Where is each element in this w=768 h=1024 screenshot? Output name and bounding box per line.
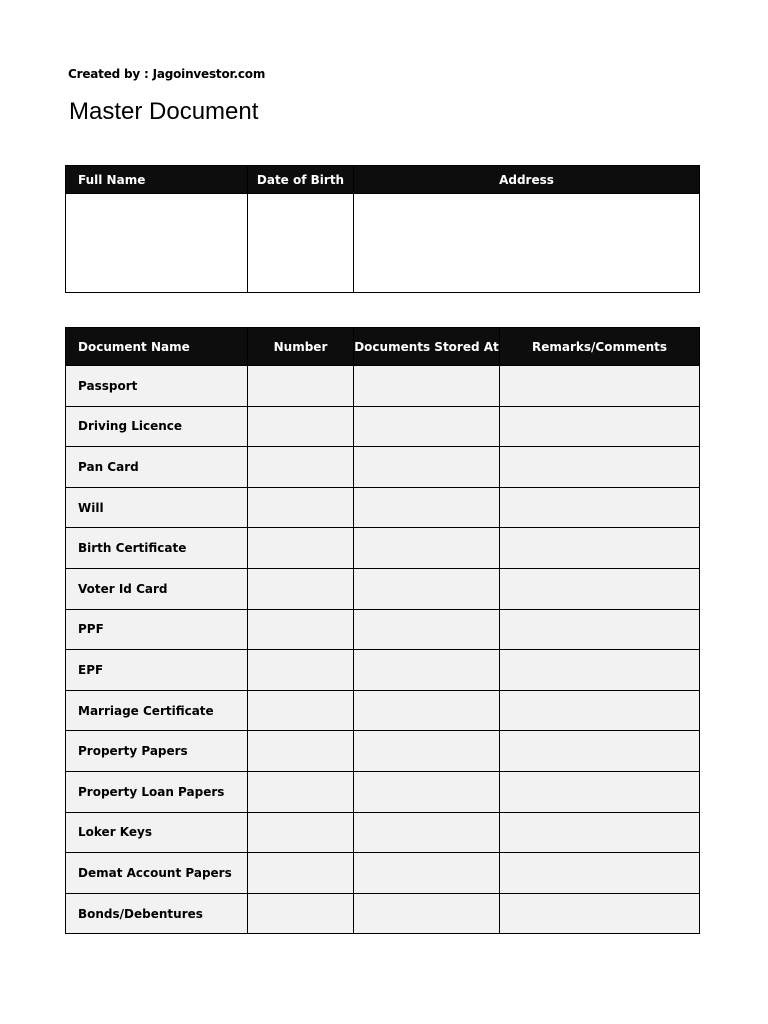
remarks-cell[interactable]	[500, 731, 700, 772]
number-cell[interactable]	[248, 406, 354, 447]
remarks-cell[interactable]	[500, 690, 700, 731]
number-cell[interactable]	[248, 609, 354, 650]
number-cell[interactable]	[248, 650, 354, 691]
table-row	[66, 731, 700, 772]
document-name-cell: Voter Id Card	[66, 568, 248, 609]
table-row	[66, 893, 700, 934]
document-name-cell: Driving Licence	[66, 406, 248, 447]
number-cell[interactable]	[248, 690, 354, 731]
created-by-text: Created by : Jagoinvestor.com	[68, 67, 266, 81]
stored-at-cell[interactable]	[354, 812, 500, 853]
remarks-cell[interactable]	[500, 853, 700, 894]
stored-at-cell[interactable]	[354, 690, 500, 731]
remarks-cell[interactable]	[500, 650, 700, 691]
remarks-cell[interactable]	[500, 366, 700, 407]
documents-header-row	[66, 328, 700, 366]
table-row	[66, 528, 700, 569]
table-row	[66, 447, 700, 488]
table-row	[66, 771, 700, 812]
table-row	[66, 650, 700, 691]
number-cell[interactable]	[248, 447, 354, 488]
column-header-date-of-birth: Date of Birth	[248, 166, 354, 194]
remarks-cell[interactable]	[500, 771, 700, 812]
number-cell[interactable]	[248, 731, 354, 772]
table-row	[66, 487, 700, 528]
document-name-cell: EPF	[66, 650, 248, 691]
info-row	[66, 194, 700, 293]
stored-at-cell[interactable]	[354, 893, 500, 934]
column-header-address: Address	[354, 166, 700, 194]
document-name-cell: PPF	[66, 609, 248, 650]
column-header-remarks: Remarks/Comments	[500, 328, 700, 366]
stored-at-cell[interactable]	[354, 853, 500, 894]
document-name-cell: Passport	[66, 366, 248, 407]
remarks-cell[interactable]	[500, 893, 700, 934]
column-header-full-name: Full Name	[66, 166, 248, 194]
remarks-cell[interactable]	[500, 609, 700, 650]
document-name-cell: Loker Keys	[66, 812, 248, 853]
column-header-number: Number	[248, 328, 354, 366]
document-name-cell: Bonds/Debentures	[66, 893, 248, 934]
number-cell[interactable]	[248, 893, 354, 934]
date-of-birth-cell[interactable]	[248, 194, 354, 293]
stored-at-cell[interactable]	[354, 528, 500, 569]
documents-table	[65, 327, 700, 934]
column-header-documents-stored-at: Documents Stored At	[354, 328, 500, 366]
table-row	[66, 366, 700, 407]
stored-at-cell[interactable]	[354, 568, 500, 609]
number-cell[interactable]	[248, 366, 354, 407]
document-name-cell: Demat Account Papers	[66, 853, 248, 894]
number-cell[interactable]	[248, 853, 354, 894]
column-header-document-name: Document Name	[66, 328, 248, 366]
address-cell[interactable]	[354, 194, 700, 293]
number-cell[interactable]	[248, 528, 354, 569]
number-cell[interactable]	[248, 771, 354, 812]
remarks-cell[interactable]	[500, 406, 700, 447]
remarks-cell[interactable]	[500, 447, 700, 488]
info-header-row	[66, 166, 700, 194]
stored-at-cell[interactable]	[354, 731, 500, 772]
remarks-cell[interactable]	[500, 568, 700, 609]
remarks-cell[interactable]	[500, 528, 700, 569]
remarks-cell[interactable]	[500, 812, 700, 853]
document-name-cell: Pan Card	[66, 447, 248, 488]
stored-at-cell[interactable]	[354, 366, 500, 407]
document-name-cell: Property Papers	[66, 731, 248, 772]
stored-at-cell[interactable]	[354, 771, 500, 812]
table-row	[66, 568, 700, 609]
table-row	[66, 690, 700, 731]
table-row	[66, 812, 700, 853]
document-name-cell: Property Loan Papers	[66, 771, 248, 812]
table-row	[66, 406, 700, 447]
document-name-cell: Birth Certificate	[66, 528, 248, 569]
document-name-cell: Marriage Certificate	[66, 690, 248, 731]
table-row	[66, 853, 700, 894]
stored-at-cell[interactable]	[354, 487, 500, 528]
stored-at-cell[interactable]	[354, 406, 500, 447]
document-name-cell: Will	[66, 487, 248, 528]
personal-info-table	[65, 165, 700, 293]
number-cell[interactable]	[248, 568, 354, 609]
stored-at-cell[interactable]	[354, 447, 500, 488]
number-cell[interactable]	[248, 812, 354, 853]
stored-at-cell[interactable]	[354, 650, 500, 691]
stored-at-cell[interactable]	[354, 609, 500, 650]
number-cell[interactable]	[248, 487, 354, 528]
remarks-cell[interactable]	[500, 487, 700, 528]
table-row	[66, 609, 700, 650]
page-title: Master Document	[69, 98, 259, 125]
full-name-cell[interactable]	[66, 194, 248, 293]
